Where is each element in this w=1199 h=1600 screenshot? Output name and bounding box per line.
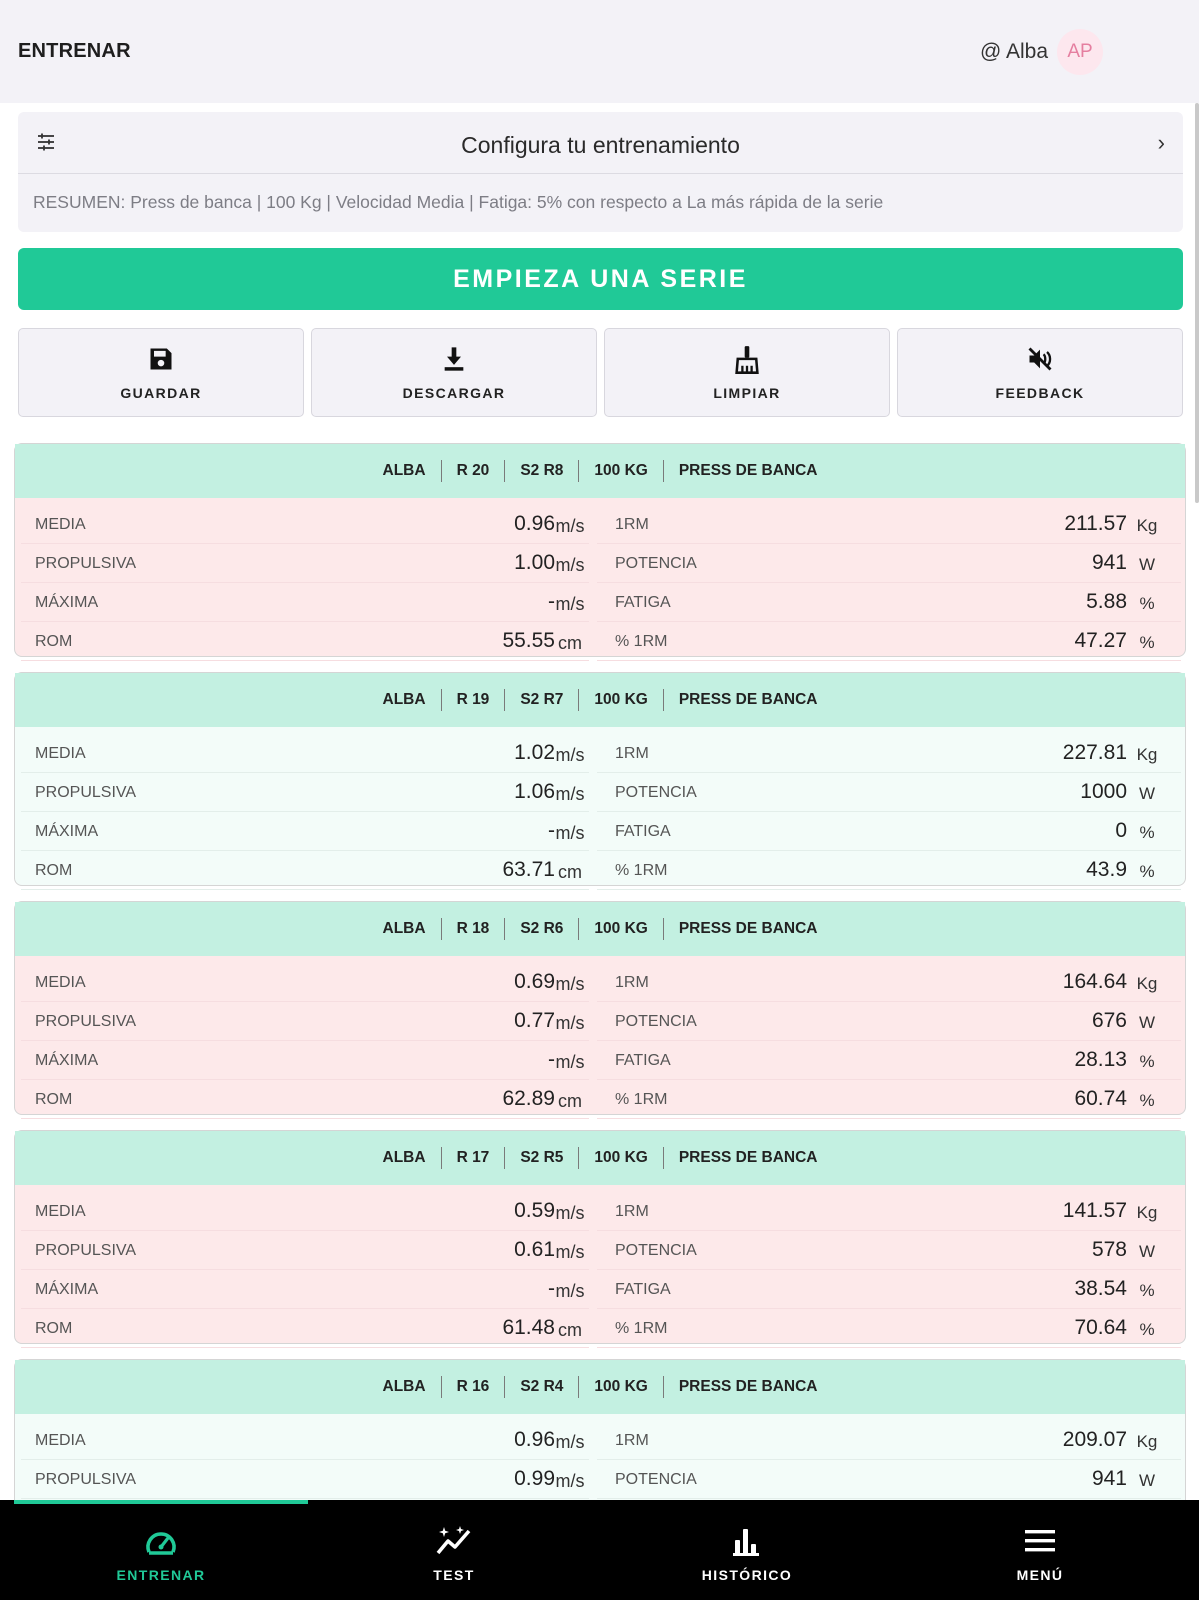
metric-value-media: 0.59 xyxy=(514,1199,555,1222)
metric-unit: % xyxy=(1139,1281,1155,1300)
rep-card-load: 100 KG xyxy=(594,1378,648,1395)
rep-card-load: 100 KG xyxy=(594,691,648,708)
broom-icon xyxy=(605,345,889,377)
metric-row xyxy=(21,1081,1181,1119)
metric-unit: cm xyxy=(558,1091,582,1111)
rep-card-athlete: ALBA xyxy=(382,1149,426,1166)
metric-unit: cm xyxy=(558,633,582,653)
metric-label-media: MEDIA xyxy=(35,745,86,762)
metric-row xyxy=(21,852,1181,890)
metric-value-fatiga: 5.88 xyxy=(1086,590,1127,613)
user-handle[interactable]: @ Alba xyxy=(980,40,1049,63)
metric-label-rm: 1RM xyxy=(615,974,649,991)
save-button[interactable] xyxy=(18,328,304,417)
tab-test-label: TEST xyxy=(433,1567,475,1583)
header-separator xyxy=(504,1147,505,1169)
rep-card-exercise: PRESS DE BANCA xyxy=(678,1378,818,1395)
metric-value-pct_rm: 47.27 xyxy=(1074,629,1127,652)
metric-unit: cm xyxy=(558,862,582,882)
rep-card-load: 100 KG xyxy=(594,1149,648,1166)
rep-card-set: S2 R7 xyxy=(520,691,564,708)
metric-unit: cm xyxy=(558,1320,582,1340)
row-divider xyxy=(597,1308,1181,1309)
row-divider xyxy=(597,1001,1181,1002)
row-divider xyxy=(21,1269,589,1270)
metric-unit: m/s xyxy=(555,594,585,614)
row-divider xyxy=(597,1118,1181,1119)
rep-card-exercise: PRESS DE BANCA xyxy=(678,691,818,708)
metric-label-pct_rm: % 1RM xyxy=(615,862,668,879)
row-divider xyxy=(21,1001,589,1002)
metric-value-propulsiva: 1.00 xyxy=(514,551,555,574)
metric-value-potencia: 578 xyxy=(1091,1238,1127,1261)
chart-sparkle-icon xyxy=(307,1526,601,1556)
metric-label-maxima: MÁXIMA xyxy=(35,1052,99,1069)
metric-label-rom: ROM xyxy=(35,862,73,879)
row-divider xyxy=(597,1459,1181,1460)
header-separator xyxy=(578,460,579,482)
app-header xyxy=(0,0,1199,103)
metric-row xyxy=(21,545,1181,583)
metric-unit: W xyxy=(1138,784,1156,803)
bottom-navigation xyxy=(0,1500,1199,1600)
metric-value-maxima: - xyxy=(548,1048,555,1071)
tab-menu[interactable] xyxy=(893,1500,1187,1600)
header-separator xyxy=(578,1376,579,1398)
metric-unit: Kg xyxy=(1136,745,1158,764)
metric-label-media: MEDIA xyxy=(35,1203,86,1220)
rep-card-athlete: ALBA xyxy=(382,462,426,479)
metric-label-media: MEDIA xyxy=(35,516,86,533)
metric-value-pct_rm: 43.9 xyxy=(1086,858,1127,881)
training-config-panel[interactable] xyxy=(18,112,1183,232)
rep-card-set: S2 R5 xyxy=(520,1149,564,1166)
row-divider xyxy=(597,660,1181,661)
metric-unit: m/s xyxy=(555,1242,585,1262)
metric-unit: m/s xyxy=(555,1203,585,1223)
row-divider xyxy=(21,1079,589,1080)
chevron-right-icon[interactable]: › xyxy=(1157,130,1165,155)
config-title: Configura tu entrenamiento xyxy=(461,132,740,158)
row-divider xyxy=(597,1079,1181,1080)
rep-card-rep: R 16 xyxy=(456,1378,490,1395)
metric-label-potencia: POTENCIA xyxy=(615,1242,697,1259)
rep-card-set: S2 R8 xyxy=(520,462,564,479)
metric-value-rom: 61.48 xyxy=(502,1316,555,1339)
metric-value-media: 0.96 xyxy=(514,512,555,535)
tab-historico[interactable] xyxy=(600,1500,894,1600)
save-label: GUARDAR xyxy=(120,385,202,401)
metric-value-rm: 209.07 xyxy=(1062,1428,1127,1451)
header-separator xyxy=(663,918,664,940)
metric-unit: m/s xyxy=(555,974,585,994)
rep-card-rep: R 19 xyxy=(456,691,490,708)
header-separator xyxy=(663,1376,664,1398)
rep-card[interactable] xyxy=(14,443,1186,657)
row-divider xyxy=(21,621,589,622)
row-divider xyxy=(597,772,1181,773)
hamburger-menu-icon xyxy=(893,1526,1187,1556)
metric-row xyxy=(21,1461,1181,1499)
header-separator xyxy=(441,1376,442,1398)
row-divider xyxy=(597,1498,1181,1499)
row-divider xyxy=(597,1269,1181,1270)
metric-label-pct_rm: % 1RM xyxy=(615,633,668,650)
tab-test[interactable] xyxy=(307,1500,601,1600)
metric-label-propulsiva: PROPULSIVA xyxy=(35,1242,137,1259)
metric-label-maxima: MÁXIMA xyxy=(35,594,99,611)
metric-value-rm: 164.64 xyxy=(1062,970,1127,993)
row-divider xyxy=(21,1230,589,1231)
header-separator xyxy=(504,689,505,711)
row-divider xyxy=(597,850,1181,851)
rep-card[interactable] xyxy=(14,672,1186,886)
metric-value-media: 0.69 xyxy=(514,970,555,993)
metric-unit: m/s xyxy=(555,516,585,536)
metric-row xyxy=(21,774,1181,812)
metric-label-rom: ROM xyxy=(35,1091,73,1108)
header-separator xyxy=(578,918,579,940)
rep-card-set: S2 R6 xyxy=(520,920,564,937)
clear-label: LIMPIAR xyxy=(713,385,781,401)
main-content xyxy=(0,103,1199,1500)
tab-entrenar[interactable] xyxy=(14,1500,308,1600)
header-separator xyxy=(663,1147,664,1169)
speedometer-icon xyxy=(14,1526,308,1556)
header-separator xyxy=(578,1147,579,1169)
rep-card-exercise: PRESS DE BANCA xyxy=(678,1149,818,1166)
metric-unit: m/s xyxy=(555,555,585,575)
metric-label-potencia: POTENCIA xyxy=(615,784,697,801)
metric-unit: W xyxy=(1138,1242,1156,1261)
save-icon xyxy=(19,345,303,377)
rep-card-load: 100 KG xyxy=(594,920,648,937)
page-title: ENTRENAR xyxy=(18,40,131,62)
metric-label-propulsiva: PROPULSIVA xyxy=(35,555,137,572)
metric-value-media: 1.02 xyxy=(514,741,555,764)
metric-value-propulsiva: 0.77 xyxy=(514,1009,555,1032)
row-divider xyxy=(21,1498,589,1499)
metric-label-fatiga: FATIGA xyxy=(615,594,671,611)
metric-label-fatiga: FATIGA xyxy=(615,1052,671,1069)
rep-card-exercise: PRESS DE BANCA xyxy=(678,462,818,479)
header-separator xyxy=(578,689,579,711)
rep-card-load: 100 KG xyxy=(594,462,648,479)
metric-value-pct_rm: 70.64 xyxy=(1074,1316,1127,1339)
metric-label-rm: 1RM xyxy=(615,745,649,762)
row-divider xyxy=(21,889,589,890)
metric-unit: % xyxy=(1139,1320,1155,1339)
rep-card-athlete: ALBA xyxy=(382,1378,426,1395)
tab-historico-label: HISTÓRICO xyxy=(701,1567,793,1583)
metric-unit: m/s xyxy=(555,745,585,765)
metric-unit: % xyxy=(1139,1091,1155,1110)
header-separator xyxy=(441,918,442,940)
row-divider xyxy=(597,1347,1181,1348)
metric-unit: % xyxy=(1139,823,1155,842)
rep-card-header xyxy=(15,673,1185,727)
metric-unit: m/s xyxy=(555,1432,585,1452)
metric-row xyxy=(21,1193,1181,1231)
metric-label-potencia: POTENCIA xyxy=(615,1013,697,1030)
metric-value-pct_rm: 60.74 xyxy=(1074,1087,1127,1110)
config-header-row[interactable] xyxy=(18,112,1183,174)
header-separator xyxy=(504,918,505,940)
metric-label-propulsiva: PROPULSIVA xyxy=(35,1471,137,1488)
metric-unit: Kg xyxy=(1136,1203,1158,1222)
header-separator xyxy=(441,689,442,711)
metric-label-pct_rm: % 1RM xyxy=(615,1320,668,1337)
metric-label-media: MEDIA xyxy=(35,974,86,991)
rep-card-exercise: PRESS DE BANCA xyxy=(678,920,818,937)
scrollbar[interactable] xyxy=(1195,103,1199,503)
metric-value-rom: 62.89 xyxy=(502,1087,555,1110)
metric-row xyxy=(21,735,1181,773)
row-divider xyxy=(21,660,589,661)
tab-menu-label: MENÚ xyxy=(1016,1567,1064,1583)
metric-unit: W xyxy=(1138,1471,1156,1490)
header-separator xyxy=(441,1147,442,1169)
metric-unit: W xyxy=(1138,1013,1156,1032)
metric-row xyxy=(21,506,1181,544)
metric-unit: % xyxy=(1139,862,1155,881)
metric-row xyxy=(21,623,1181,661)
row-divider xyxy=(21,543,589,544)
start-series-button[interactable]: EMPIEZA UNA SERIE xyxy=(18,248,1183,310)
config-summary: RESUMEN: Press de banca | 100 Kg | Velocidad Media | Fatiga: 5% con respecto a La más rápida de la serie xyxy=(33,192,884,212)
metric-value-potencia: 676 xyxy=(1091,1009,1127,1032)
metric-value-rom: 63.71 xyxy=(502,858,555,881)
metric-row xyxy=(21,1422,1181,1460)
clear-button[interactable] xyxy=(604,328,890,417)
metric-value-fatiga: 0 xyxy=(1115,819,1127,842)
metric-label-propulsiva: PROPULSIVA xyxy=(35,1013,137,1030)
row-divider xyxy=(597,889,1181,890)
metric-row xyxy=(21,1271,1181,1309)
row-divider xyxy=(21,1118,589,1119)
rep-card-rep: R 17 xyxy=(456,1149,490,1166)
rep-card[interactable] xyxy=(14,1130,1186,1344)
metric-unit: % xyxy=(1139,1052,1155,1071)
row-divider xyxy=(597,543,1181,544)
metric-unit: Kg xyxy=(1136,974,1158,993)
metric-unit: m/s xyxy=(555,1281,585,1301)
volume-off-icon xyxy=(898,345,1182,377)
tab-entrenar-label: ENTRENAR xyxy=(116,1567,206,1583)
metric-label-rom: ROM xyxy=(35,1320,73,1337)
metric-label-maxima: MÁXIMA xyxy=(35,1281,99,1298)
metric-row xyxy=(21,1003,1181,1041)
metric-value-fatiga: 28.13 xyxy=(1074,1048,1127,1071)
metric-unit: m/s xyxy=(555,784,585,804)
metric-unit: % xyxy=(1139,594,1155,613)
row-divider xyxy=(21,1308,589,1309)
metric-label-rm: 1RM xyxy=(615,1432,649,1449)
metric-label-rm: 1RM xyxy=(615,516,649,533)
rep-card-header xyxy=(15,1131,1185,1185)
rep-card-athlete: ALBA xyxy=(382,920,426,937)
feedback-button[interactable] xyxy=(897,328,1183,417)
metric-value-propulsiva: 0.61 xyxy=(514,1238,555,1261)
row-divider xyxy=(597,1040,1181,1041)
row-divider xyxy=(597,621,1181,622)
rep-card-header xyxy=(15,902,1185,956)
metric-label-rom: ROM xyxy=(35,633,73,650)
header-separator xyxy=(504,1376,505,1398)
metric-label-potencia: POTENCIA xyxy=(615,555,697,572)
row-divider xyxy=(21,1040,589,1041)
metric-value-maxima: - xyxy=(548,819,555,842)
metric-value-potencia: 941 xyxy=(1091,551,1127,574)
metric-row xyxy=(21,964,1181,1002)
metric-value-media: 0.96 xyxy=(514,1428,555,1451)
row-divider xyxy=(21,1347,589,1348)
metric-value-propulsiva: 1.06 xyxy=(514,780,555,803)
rep-card-athlete: ALBA xyxy=(382,691,426,708)
row-divider xyxy=(21,582,589,583)
row-divider xyxy=(21,850,589,851)
rep-card-set: S2 R4 xyxy=(520,1378,564,1395)
metric-unit: % xyxy=(1139,633,1155,652)
metric-value-rom: 55.55 xyxy=(502,629,555,652)
row-divider xyxy=(21,772,589,773)
metric-row xyxy=(21,813,1181,851)
rep-card-rep: R 20 xyxy=(456,462,490,479)
header-separator xyxy=(663,460,664,482)
rep-card-rep: R 18 xyxy=(456,920,490,937)
metric-label-propulsiva: PROPULSIVA xyxy=(35,784,137,801)
metric-label-potencia: POTENCIA xyxy=(615,1471,697,1488)
download-button[interactable] xyxy=(311,328,597,417)
metric-value-maxima: - xyxy=(548,1277,555,1300)
metric-value-maxima: - xyxy=(548,590,555,613)
metric-row xyxy=(21,1232,1181,1270)
row-divider xyxy=(597,582,1181,583)
metric-unit: Kg xyxy=(1136,1432,1158,1451)
metric-unit: m/s xyxy=(555,823,585,843)
download-label: DESCARGAR xyxy=(402,385,506,401)
metric-label-maxima: MÁXIMA xyxy=(35,823,99,840)
rep-card-header xyxy=(15,1360,1185,1414)
row-divider xyxy=(597,811,1181,812)
metric-value-rm: 141.57 xyxy=(1062,1199,1127,1222)
metric-label-pct_rm: % 1RM xyxy=(615,1091,668,1108)
action-bar xyxy=(18,328,1183,417)
metric-row xyxy=(21,1310,1181,1348)
avatar[interactable]: AP xyxy=(1057,29,1103,75)
metric-label-rm: 1RM xyxy=(615,1203,649,1220)
metric-unit: Kg xyxy=(1136,516,1158,535)
bar-chart-icon xyxy=(600,1526,894,1556)
metric-label-fatiga: FATIGA xyxy=(615,1281,671,1298)
download-icon xyxy=(312,345,596,377)
metric-unit: W xyxy=(1138,555,1156,574)
metric-label-media: MEDIA xyxy=(35,1432,86,1449)
metric-label-fatiga: FATIGA xyxy=(615,823,671,840)
row-divider xyxy=(21,811,589,812)
header-separator xyxy=(441,460,442,482)
metric-value-rm: 227.81 xyxy=(1062,741,1127,764)
metric-unit: m/s xyxy=(555,1052,585,1072)
rep-card[interactable] xyxy=(14,901,1186,1115)
metric-value-potencia: 941 xyxy=(1091,1467,1127,1490)
row-divider xyxy=(21,1459,589,1460)
metric-unit: m/s xyxy=(555,1471,585,1491)
metric-value-potencia: 1000 xyxy=(1080,780,1127,803)
header-separator xyxy=(663,689,664,711)
metric-value-propulsiva: 0.99 xyxy=(514,1467,555,1490)
feedback-label: FEEDBACK xyxy=(995,385,1085,401)
rep-card-header xyxy=(15,444,1185,498)
metric-value-fatiga: 38.54 xyxy=(1074,1277,1127,1300)
metric-row xyxy=(21,1042,1181,1080)
metric-unit: m/s xyxy=(555,1013,585,1033)
row-divider xyxy=(597,1230,1181,1231)
header-separator xyxy=(504,460,505,482)
metric-value-rm: 211.57 xyxy=(1064,512,1127,535)
metric-row xyxy=(21,584,1181,622)
